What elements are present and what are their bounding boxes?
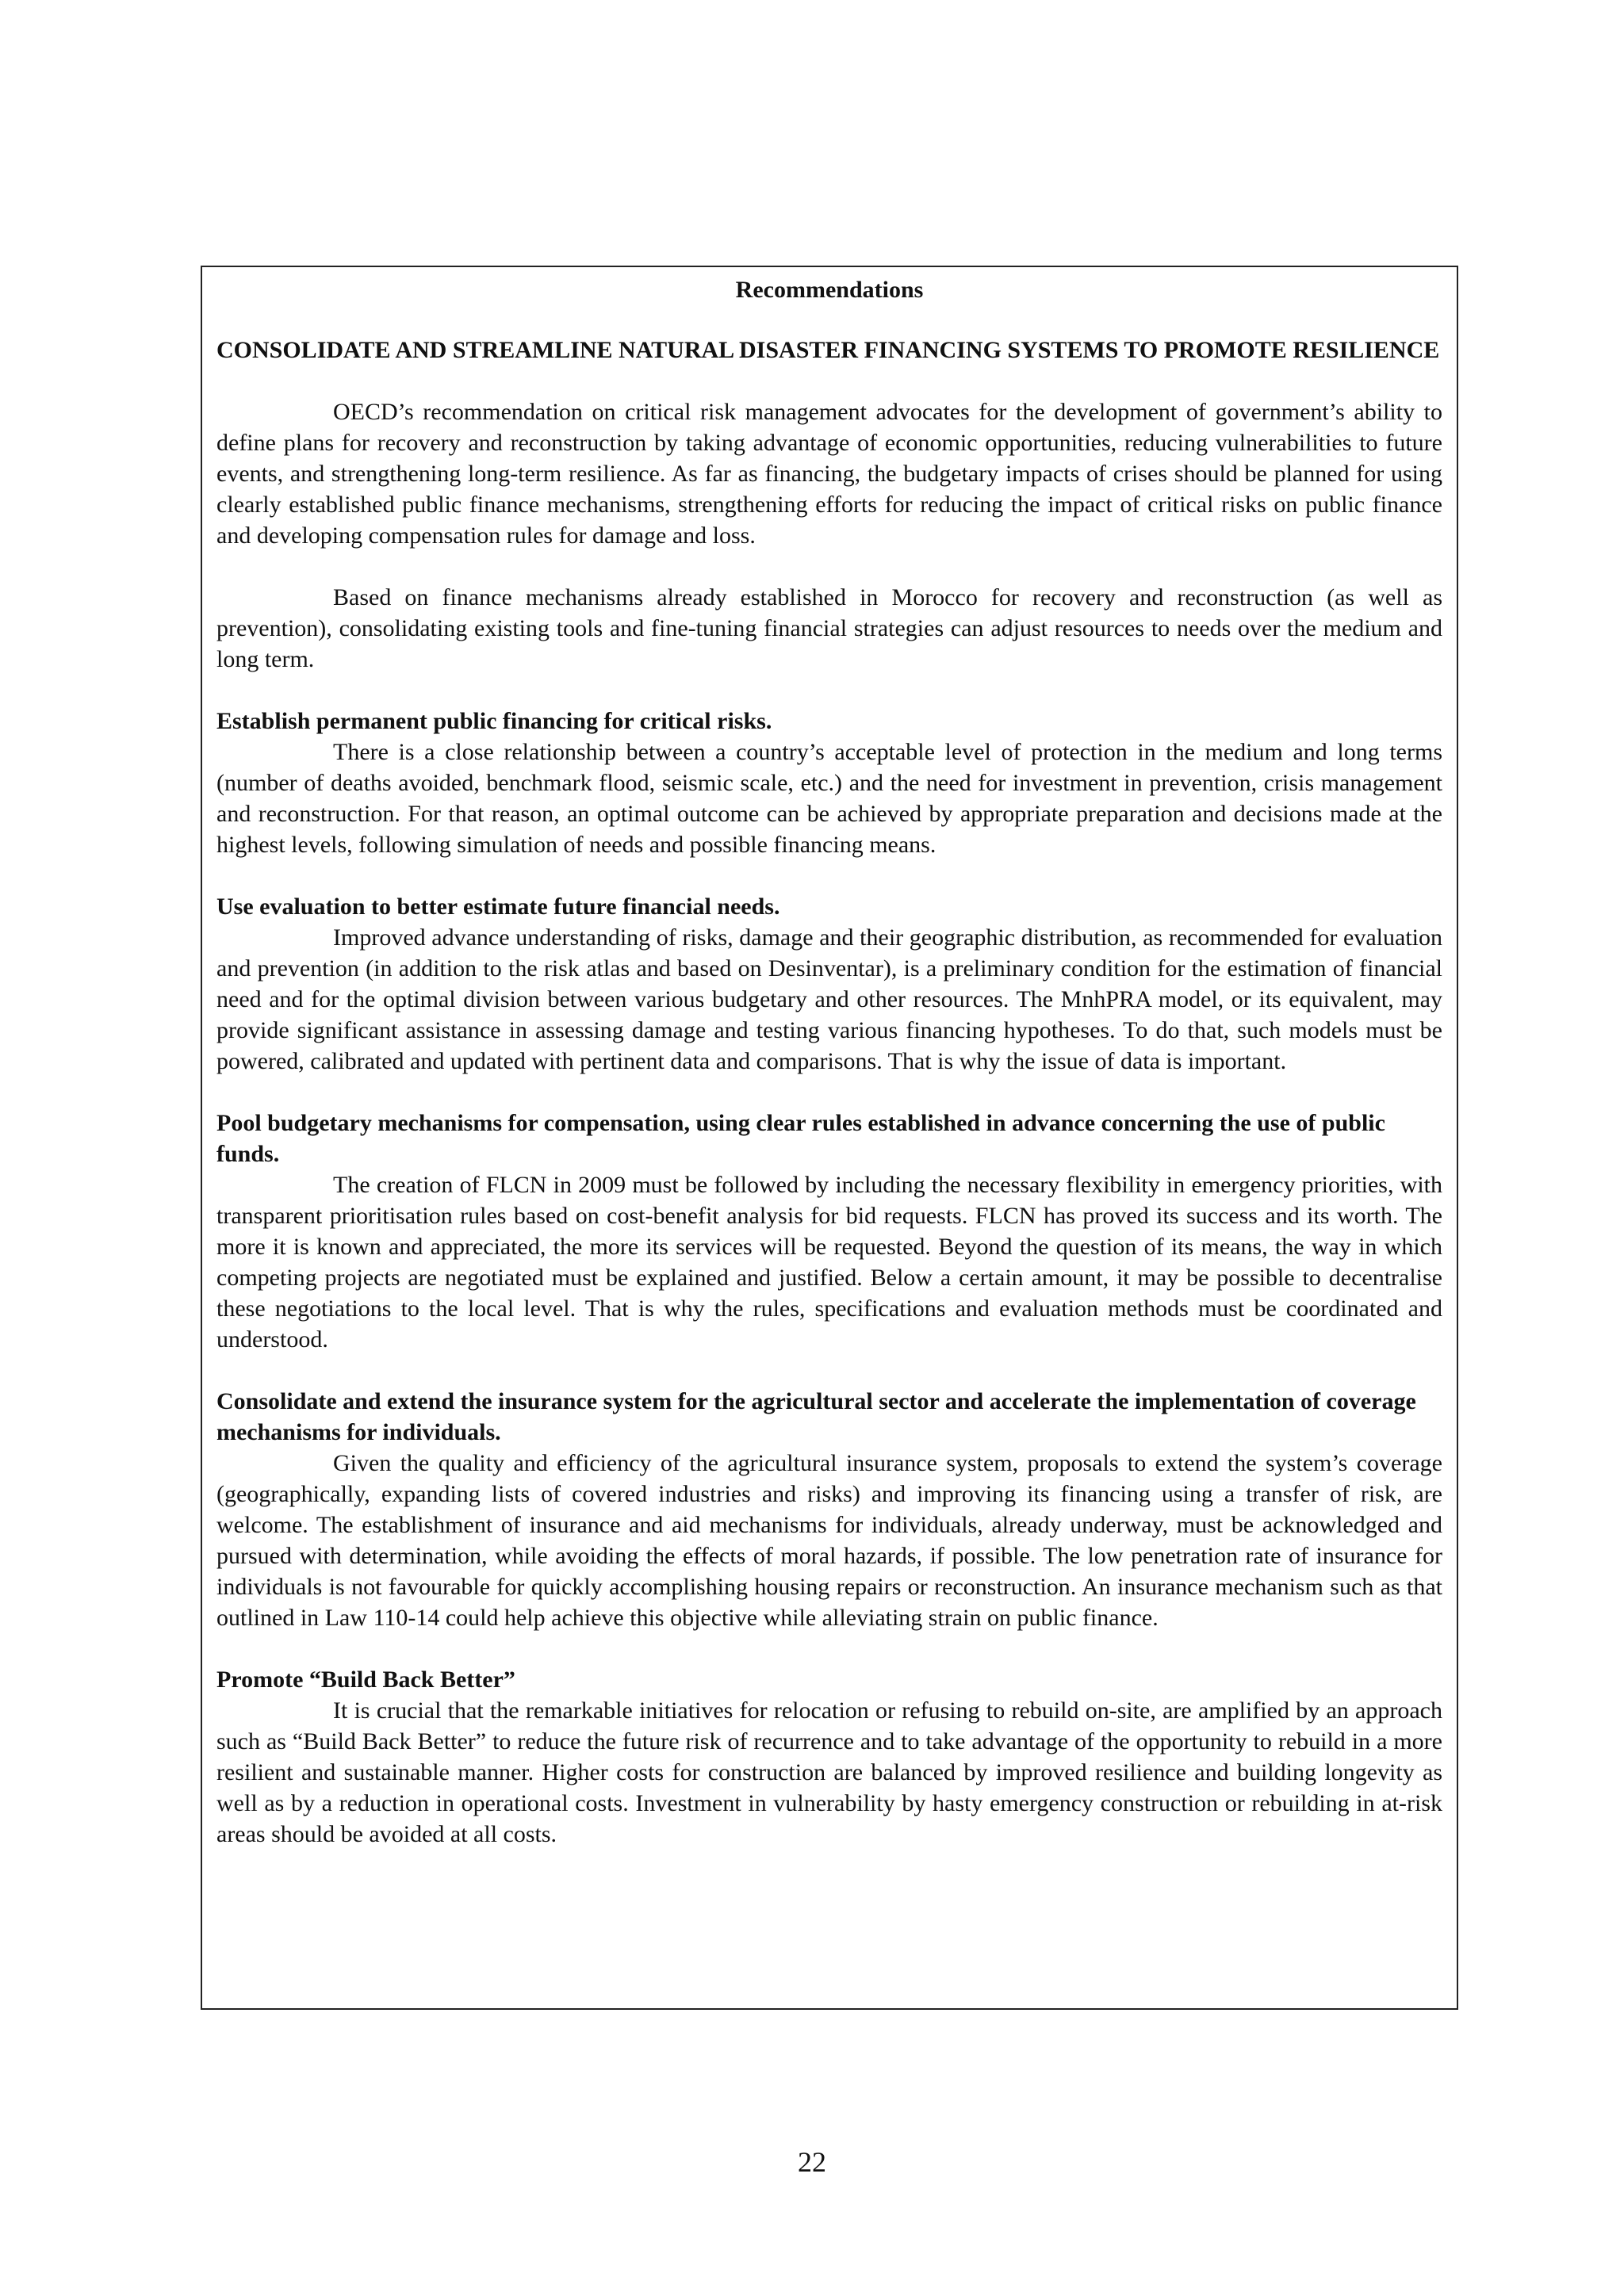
page-number: 22 [798,2146,826,2178]
section-budgetary-mechanisms [216,1108,1442,1355]
section-evaluation [216,891,1442,1077]
recommendations-box [201,266,1458,2010]
section-body: It is crucial that the remarkable initiatives for relocation or refusing to rebuild on-site, are amplified by an approach such as “Build Back Better” to reduce the future risk of recurrence and to take advantage of the opportunity to rebuild in a more resilient and sustainable manner. Higher costs for construction are balanced by improved resilience and building longevity as well as by a reduction in operational costs. Investment in vulnerability by hasty emergency construction or rebuilding in at-risk areas should be avoided at all costs. [216,1697,1442,1847]
intro-paragraph: OECD’s recommendation on critical risk management advocates for the development of government’s ability to define plans for recovery and reconstruction by taking advantage of economic opportunities, reducing vulnerabilities to future events, and strengthening long-term resilience. As far as financing, the budgetary impacts of crises should be planned for using clearly established public finance mechanisms, strengthening efforts for reducing the impact of critical risks on public finance and developing compensation rules for damage and loss. [216,399,1442,549]
section-body: The creation of FLCN in 2009 must be followed by including the necessary flexibility in emergency priorities, with transparent prioritisation rules based on cost-benefit analysis for bid requests. FLCN has proved its success and its worth. The more it is known and appreciated, the more its services will be requested. Beyond the question of its means, the way in which competing projects are negotiated must be explained and justified. Below a certain amount, it may be possible to decentralise these negotiations to the local level. That is why the rules, specifications and evaluation methods must be coordinated and understood. [216,1172,1442,1353]
section-insurance-system [216,1386,1442,1633]
section-heading: Consolidate and extend the insurance system for the agricultural sector and accelerate the implementation of coverage mechanisms for individuals. [216,1388,1416,1445]
section-heading: Establish permanent public financing for critical risks. [216,708,772,734]
section-heading: Use evaluation to better estimate future financial needs. [216,894,780,920]
main-heading: CONSOLIDATE AND STREAMLINE NATURAL DISASTER FINANCING SYSTEMS TO PROMOTE RESILIENCE [216,337,1440,363]
section-build-back-better [216,1664,1442,1850]
section-body: Improved advance understanding of risks, damage and their geographic distribution, as recommended for evaluation and prevention (in addition to the risk atlas and based on Desinventar), is a preliminary condition for the estimation of financial need and for the optimal division between various budgetary and other resources. The MnhPRA model, or its equivalent, may provide significant assistance in assessing damage and testing various financing hypotheses. To do that, such models must be powered, calibrated and updated with pertinent data and comparisons. That is why the issue of data is important. [216,924,1442,1074]
box-title: Recommendations [735,277,924,303]
section-body: There is a close relationship between a country’s acceptable level of protection in the medium and long terms (number of deaths avoided, benchmark flood, seismic scale, etc.) and the need for investment in prevention, crisis management and reconstruction. For that reason, an optimal outcome can be achieved by appropriate preparation and decisions made at the highest levels, following simulation of needs and possible financing means. [216,739,1442,858]
intro-paragraph: Based on finance mechanisms already established in Morocco for recovery and reconstruction (as well as prevention), consolidating existing tools and fine-tuning financial strategies can adjust resources to needs over the medium and long term. [216,584,1442,672]
section-heading: Promote “Build Back Better” [216,1667,515,1693]
section-permanent-financing [216,706,1442,860]
section-heading: Pool budgetary mechanisms for compensation, using clear rules established in advance concerning the use of public funds. [216,1110,1385,1167]
section-body: Given the quality and efficiency of the agricultural insurance system, proposals to extend the system’s coverage (geographically, expanding lists of covered industries and risks) and improving its financing using a transfer of risk, are welcome. The establishment of insurance and aid mechanisms for individuals, already underway, must be acknowledged and pursued with determination, while avoiding the effects of moral hazards, if possible. The low penetration rate of insurance for individuals is not favourable for quickly accomplishing housing repairs or reconstruction. An insurance mechanism such as that outlined in Law 110-14 could help achieve this objective while alleviating strain on public finance. [216,1450,1442,1631]
